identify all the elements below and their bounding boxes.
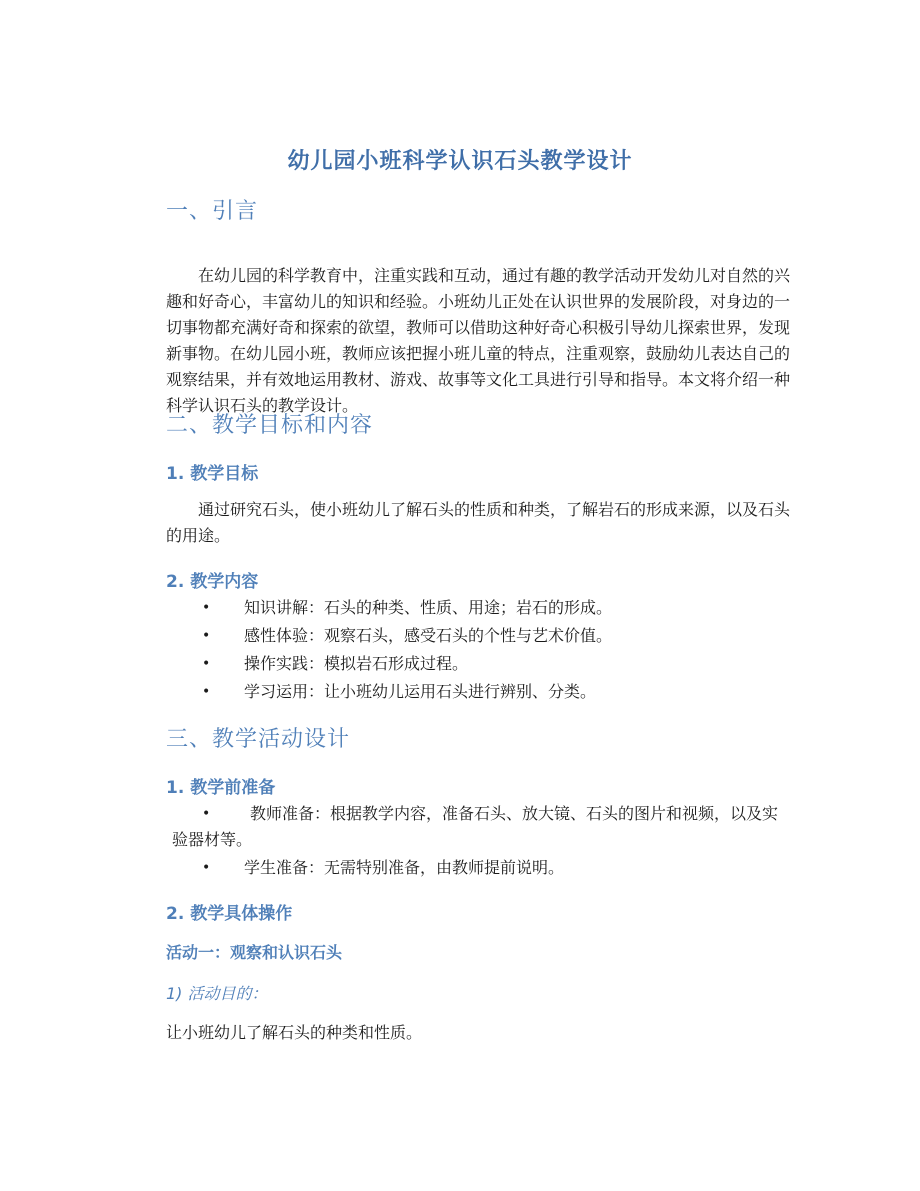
section-heading-intro: 一、引言 bbox=[166, 199, 259, 224]
bullet-icon: • bbox=[202, 860, 211, 876]
list-item: • 感性体验：观察石头，感受石头的个性与艺术价值。 bbox=[166, 623, 790, 649]
subheading-operation: 2. 教学具体操作 bbox=[166, 904, 293, 924]
list-item: • 学习运用：让小班幼儿运用石头进行辨别、分类。 bbox=[166, 679, 790, 705]
list-item: • 学生准备：无需特别准备，由教师提前说明。 bbox=[166, 855, 790, 881]
section-heading-activities: 三、教学活动设计 bbox=[166, 727, 351, 752]
intro-text: 在幼儿园的科学教育中，注重实践和互动，通过有趣的教学活动开发幼儿对自然的兴趣和好奇心，丰富幼儿的知识和经验。小班幼儿正处在认识世界的发展阶段，对身边的一切事物都充满好奇和探索的欲望，教师可以借助这种好奇心积极引导幼儿探索世界，发现新事物。在幼儿园小班，教师应该把握小班儿童的特点，注重观察，鼓励幼儿表达自己的观察结果，并有效地运用教材、游戏、故事等文化工具进行引导和指导。本文将介绍一种科学认识石头的教学设计。 bbox=[166, 266, 791, 415]
teaching-goal-paragraph: 通过研究石头，使小班幼儿了解石头的性质和种类，了解岩石的形成来源，以及石头的用途。 bbox=[166, 500, 791, 545]
activity-purpose-paragraph: 让小班幼儿了解石头的种类和性质。 bbox=[166, 1023, 423, 1042]
bullet-icon: • bbox=[202, 600, 211, 616]
bullet-icon: • bbox=[202, 806, 211, 822]
bullet-icon: • bbox=[202, 656, 211, 672]
bullet-icon: • bbox=[202, 684, 211, 700]
list-item: • 教师准备：根据教学内容，准备石头、放大镜、石头的图片和视频，以及实验器材等。 bbox=[166, 801, 790, 853]
subheading-preparation: 1. 教学前准备 bbox=[166, 778, 276, 798]
subheading-teaching-content: 2. 教学内容 bbox=[166, 572, 259, 592]
section-heading-goals: 二、教学目标和内容 bbox=[166, 413, 374, 438]
subheading-teaching-goal: 1. 教学目标 bbox=[166, 464, 259, 484]
list-item: • 知识讲解：石头的种类、性质、用途；岩石的形成。 bbox=[166, 595, 790, 621]
activity-one-heading: 活动一：观察和认识石头 bbox=[166, 943, 343, 962]
bullet-icon: • bbox=[202, 628, 211, 644]
activity-purpose-heading: 1) 活动目的： bbox=[166, 984, 268, 1003]
list-item: • 操作实践：模拟岩石形成过程。 bbox=[166, 651, 790, 677]
intro-paragraph bbox=[166, 237, 790, 419]
document-title: 幼儿园小班科学认识石头教学设计 bbox=[287, 149, 633, 174]
